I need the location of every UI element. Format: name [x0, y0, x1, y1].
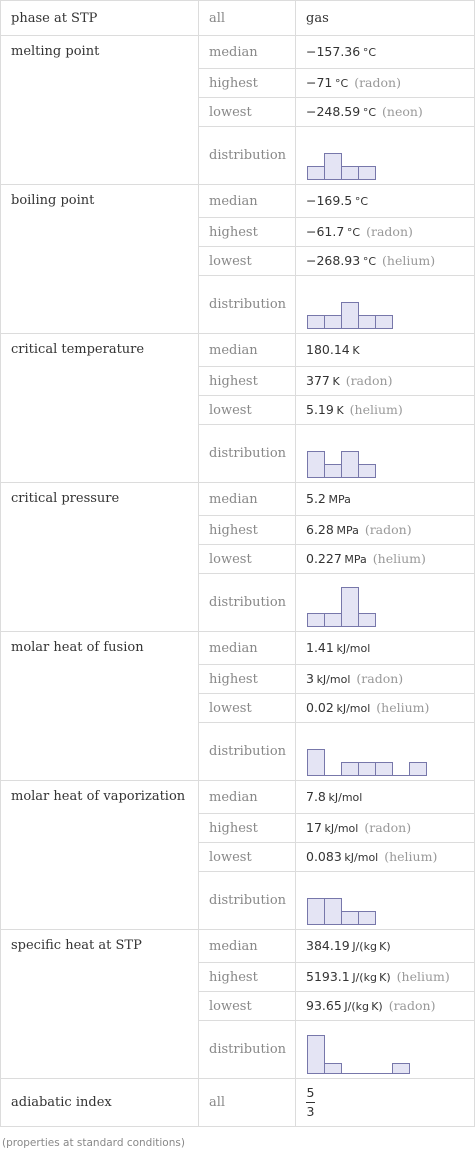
stat-unit: kJ/mol	[336, 702, 371, 715]
stat-value-cell	[296, 814, 475, 843]
stat-key: lowest	[199, 694, 296, 723]
stat-value-cell	[296, 367, 475, 396]
stat-key: median	[199, 483, 296, 516]
histogram-6	[306, 1025, 410, 1075]
property-name: critical temperature	[1, 334, 199, 483]
stat-key: highest	[199, 516, 296, 545]
distribution-cell	[296, 425, 475, 483]
stat-note: (helium)	[376, 700, 430, 715]
stat-value-cell	[296, 963, 475, 992]
stat-key: highest	[199, 665, 296, 694]
distribution-cell	[296, 1021, 475, 1079]
histogram-bar	[308, 613, 325, 626]
stat-key: median	[199, 632, 296, 665]
property-name: critical pressure	[1, 483, 199, 632]
stat-number: −248.59	[306, 104, 361, 119]
stat-value-cell	[296, 98, 475, 127]
histogram-bar	[359, 762, 376, 775]
stat-number: −268.93	[306, 253, 361, 268]
histogram-bar	[342, 451, 359, 477]
property-row	[1, 483, 475, 516]
stat-key: median	[199, 185, 296, 218]
stat-value-cell	[296, 781, 475, 814]
fraction	[306, 1086, 315, 1119]
stat-number: −169.5	[306, 193, 353, 208]
stat-number: 0.227	[306, 551, 342, 566]
phase-key: all	[199, 1, 296, 36]
histogram-bar	[342, 762, 359, 775]
stat-unit: kJ/mol	[344, 851, 379, 864]
stat-key: highest	[199, 814, 296, 843]
stat-note: (helium)	[382, 253, 436, 268]
stat-value-cell	[296, 36, 475, 69]
stat-number: −71	[306, 75, 333, 90]
histogram-bar	[308, 898, 325, 924]
distribution-cell	[296, 276, 475, 334]
distribution-label: distribution	[199, 276, 296, 334]
stat-note: (radon)	[388, 998, 436, 1013]
stat-key: highest	[199, 367, 296, 396]
stat-value-cell	[296, 247, 475, 276]
histogram-2	[306, 429, 376, 479]
stat-number: 5193.1	[306, 969, 350, 984]
phase-label: phase at STP	[1, 1, 199, 36]
histogram-0	[306, 131, 376, 181]
histogram-4	[306, 727, 427, 777]
stat-key: lowest	[199, 396, 296, 425]
stat-note: (radon)	[345, 373, 393, 388]
property-name: boiling point	[1, 185, 199, 334]
stat-value-cell	[296, 334, 475, 367]
stat-number: 5.2	[306, 491, 326, 506]
stat-unit: MPa	[336, 524, 359, 537]
distribution-label: distribution	[199, 1021, 296, 1079]
stat-unit: kJ/mol	[324, 822, 359, 835]
stat-number: 93.65	[306, 998, 342, 1013]
histogram-bar	[325, 315, 342, 328]
histogram-bar	[359, 613, 376, 626]
adiabatic-row	[1, 1079, 475, 1127]
stat-note: (helium)	[372, 551, 426, 566]
stat-number: 5.19	[306, 402, 334, 417]
stat-unit: °C	[362, 46, 377, 59]
histogram-bar	[359, 315, 376, 328]
stat-value-cell	[296, 694, 475, 723]
stat-key: lowest	[199, 843, 296, 872]
histogram-bar	[359, 464, 376, 477]
stat-key: lowest	[199, 247, 296, 276]
stat-unit: °C	[354, 195, 369, 208]
stat-value-cell	[296, 69, 475, 98]
stat-number: −61.7	[306, 224, 345, 239]
property-row	[1, 632, 475, 665]
stat-note: (helium)	[396, 969, 450, 984]
stat-key: highest	[199, 69, 296, 98]
stat-unit: °C	[346, 226, 361, 239]
stat-key: median	[199, 781, 296, 814]
histogram-bar	[308, 749, 325, 775]
stat-number: 180.14	[306, 342, 350, 357]
histogram-bar	[393, 1063, 410, 1073]
stat-note: (radon)	[356, 671, 404, 686]
stat-unit: kJ/mol	[336, 642, 371, 655]
property-row	[1, 781, 475, 814]
stat-unit: J/(kg K)	[344, 1000, 383, 1013]
stat-note: (helium)	[384, 849, 438, 864]
stat-note: (radon)	[354, 75, 401, 90]
histogram-bar	[308, 451, 325, 477]
stat-unit: °C	[335, 77, 349, 90]
stat-unit: °C	[362, 106, 377, 119]
stat-value-cell	[296, 665, 475, 694]
distribution-label: distribution	[199, 723, 296, 781]
stat-unit: kJ/mol	[328, 791, 363, 804]
stat-key: median	[199, 930, 296, 963]
stat-number: 377	[306, 373, 330, 388]
distribution-label: distribution	[199, 127, 296, 185]
histogram-bar	[308, 315, 325, 328]
stat-key: lowest	[199, 545, 296, 574]
distribution-cell	[296, 723, 475, 781]
histogram-bar	[342, 911, 359, 924]
histogram-bar	[308, 1035, 325, 1073]
fraction-numerator: 5	[306, 1085, 315, 1100]
histogram-bar	[308, 166, 325, 179]
property-row	[1, 334, 475, 367]
property-row	[1, 185, 475, 218]
property-row	[1, 930, 475, 963]
adiabatic-value	[296, 1079, 475, 1127]
stat-unit: K	[332, 375, 340, 388]
stat-number: 17	[306, 820, 322, 835]
stat-key: lowest	[199, 992, 296, 1021]
property-name: specific heat at STP	[1, 930, 199, 1079]
stat-unit: MPa	[344, 553, 367, 566]
histogram-bar	[376, 315, 393, 328]
histogram-bar	[376, 762, 393, 775]
stat-note: (radon)	[364, 820, 412, 835]
stat-key: median	[199, 36, 296, 69]
stat-note: (helium)	[349, 402, 403, 417]
fraction-denominator: 3	[306, 1104, 315, 1119]
distribution-label: distribution	[199, 574, 296, 632]
stat-value-cell	[296, 516, 475, 545]
histogram-bar	[325, 1063, 342, 1073]
histogram-5	[306, 876, 376, 926]
stat-number: 384.19	[306, 938, 350, 953]
histogram-bar	[325, 153, 342, 179]
stat-key: highest	[199, 218, 296, 247]
stat-number: 0.083	[306, 849, 342, 864]
stat-note: (neon)	[382, 104, 423, 119]
stat-note: (radon)	[364, 522, 412, 537]
stat-number: −157.36	[306, 44, 361, 59]
stat-number: 1.41	[306, 640, 334, 655]
stat-key: lowest	[199, 98, 296, 127]
stat-key: median	[199, 334, 296, 367]
distribution-label: distribution	[199, 425, 296, 483]
stat-unit: K	[336, 404, 344, 417]
property-name: molar heat of fusion	[1, 632, 199, 781]
stat-key: highest	[199, 963, 296, 992]
stat-number: 7.8	[306, 789, 326, 804]
distribution-cell	[296, 574, 475, 632]
fraction-bar	[306, 1102, 315, 1103]
stat-value-cell	[296, 992, 475, 1021]
histogram-bar	[342, 302, 359, 328]
histogram-bar	[342, 587, 359, 626]
histogram-1	[306, 280, 393, 330]
footer-note: (properties at standard conditions)	[2, 1137, 185, 1149]
stat-note: (radon)	[366, 224, 413, 239]
phase-value: gas	[296, 1, 475, 36]
histogram-bar	[325, 898, 342, 924]
stat-number: 0.02	[306, 700, 334, 715]
stat-value-cell	[296, 218, 475, 247]
distribution-cell	[296, 127, 475, 185]
stat-unit: J/(kg K)	[352, 940, 391, 953]
stat-unit: MPa	[328, 493, 351, 506]
stat-number: 6.28	[306, 522, 334, 537]
histogram-bar	[325, 613, 342, 626]
stat-value-cell	[296, 396, 475, 425]
phase-row	[1, 1, 475, 36]
stat-number: 3	[306, 671, 314, 686]
stat-unit: J/(kg K)	[352, 971, 391, 984]
property-row	[1, 36, 475, 69]
distribution-cell	[296, 872, 475, 930]
histogram-3	[306, 578, 376, 628]
stat-unit: K	[352, 344, 360, 357]
stat-value-cell	[296, 545, 475, 574]
property-name: molar heat of vaporization	[1, 781, 199, 930]
distribution-label: distribution	[199, 872, 296, 930]
histogram-bar	[410, 762, 427, 775]
stat-unit: °C	[362, 255, 377, 268]
stat-value-cell	[296, 483, 475, 516]
stat-value-cell	[296, 185, 475, 218]
adiabatic-label: adiabatic index	[1, 1079, 199, 1127]
adiabatic-key: all	[199, 1079, 296, 1127]
histogram-bar	[325, 464, 342, 477]
histogram-bar	[359, 911, 376, 924]
property-name: melting point	[1, 36, 199, 185]
stat-value-cell	[296, 930, 475, 963]
stat-value-cell	[296, 632, 475, 665]
stat-value-cell	[296, 843, 475, 872]
histogram-bar	[359, 166, 376, 179]
stat-unit: kJ/mol	[316, 673, 351, 686]
histogram-bar	[342, 166, 359, 179]
